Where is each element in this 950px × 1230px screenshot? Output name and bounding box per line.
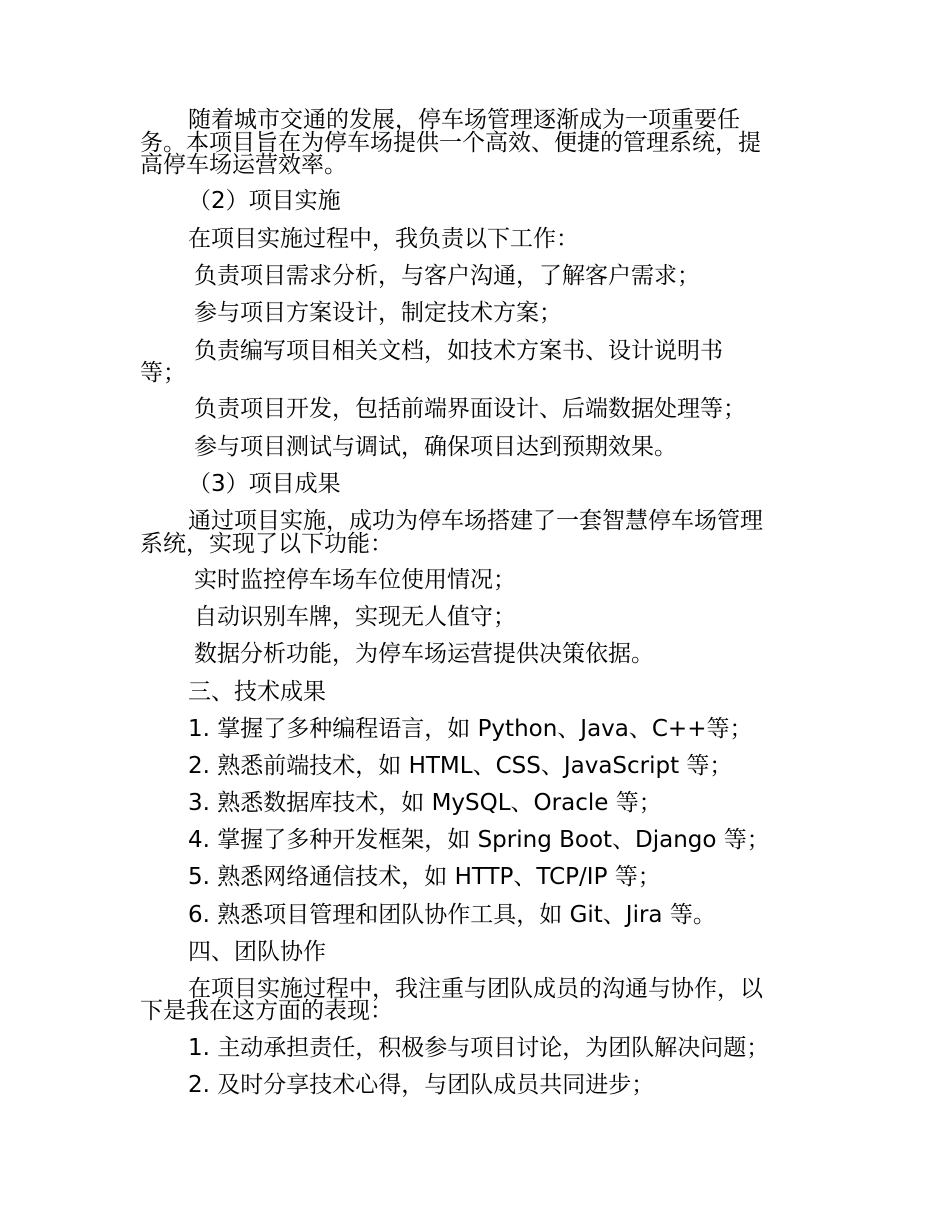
- list-item: 负责项目需求分析，与客户沟通，了解客户需求；: [194, 263, 700, 289]
- list-item: 负责项目开发，包括前端界面设计、后端数据处理等；: [194, 396, 746, 422]
- text-line: 随着城市交通的发展，停车场管理逐渐成为一项重要任: [188, 107, 740, 133]
- text-line: 务。本项目旨在为停车场提供一个高效、便捷的管理系统，提: [140, 130, 761, 156]
- text-line: 在项目实施过程中，我注重与团队成员的沟通与协作，以: [188, 976, 763, 1002]
- text-line: 下是我在这方面的表现：: [140, 998, 393, 1024]
- list-item: 1. 掌握了多种编程语言，如 Python、Java、C++等；: [188, 716, 753, 742]
- list-item: 数据分析功能，为停车场运营提供决策依据。: [194, 641, 654, 667]
- section-heading: 四、团队协作: [188, 939, 326, 965]
- list-item: 实时监控停车场车位使用情况；: [194, 567, 516, 593]
- list-item: 参与项目测试与调试，确保项目达到预期效果。: [194, 434, 677, 460]
- list-item: 1. 主动承担责任，积极参与项目讨论，为团队解决问题；: [188, 1035, 770, 1061]
- list-item: 负责编写项目相关文档，如技术方案书、设计说明书: [194, 338, 723, 364]
- list-item: 2. 及时分享技术心得，与团队成员共同进步；: [188, 1072, 655, 1098]
- text-line: 在项目实施过程中，我负责以下工作：: [188, 226, 579, 252]
- text-line: 高停车场运营效率。: [140, 152, 347, 178]
- list-item: 自动识别车牌，实现无人值守；: [194, 604, 516, 630]
- section-heading: （2）项目实施: [188, 188, 341, 214]
- text-line: 系统，实现了以下功能：: [140, 531, 393, 557]
- list-item: 5. 熟悉网络通信技术，如 HTTP、TCP/IP 等；: [188, 864, 661, 890]
- section-heading: 三、技术成果: [188, 679, 326, 705]
- list-item: 参与项目方案设计，制定技术方案；: [194, 300, 562, 326]
- list-item: 6. 熟悉项目管理和团队协作工具，如 Git、Jira 等。: [188, 902, 716, 928]
- text-line: 通过项目实施，成功为停车场搭建了一套智慧停车场管理: [188, 508, 763, 534]
- text-line: 等；: [140, 360, 186, 386]
- section-heading: （3）项目成果: [188, 471, 341, 497]
- list-item: 3. 熟悉数据库技术，如 MySQL、Oracle 等；: [188, 790, 662, 816]
- list-item: 4. 掌握了多种开发框架，如 Spring Boot、Django 等；: [188, 827, 770, 853]
- list-item: 2. 熟悉前端技术，如 HTML、CSS、JavaScript 等；: [188, 753, 733, 779]
